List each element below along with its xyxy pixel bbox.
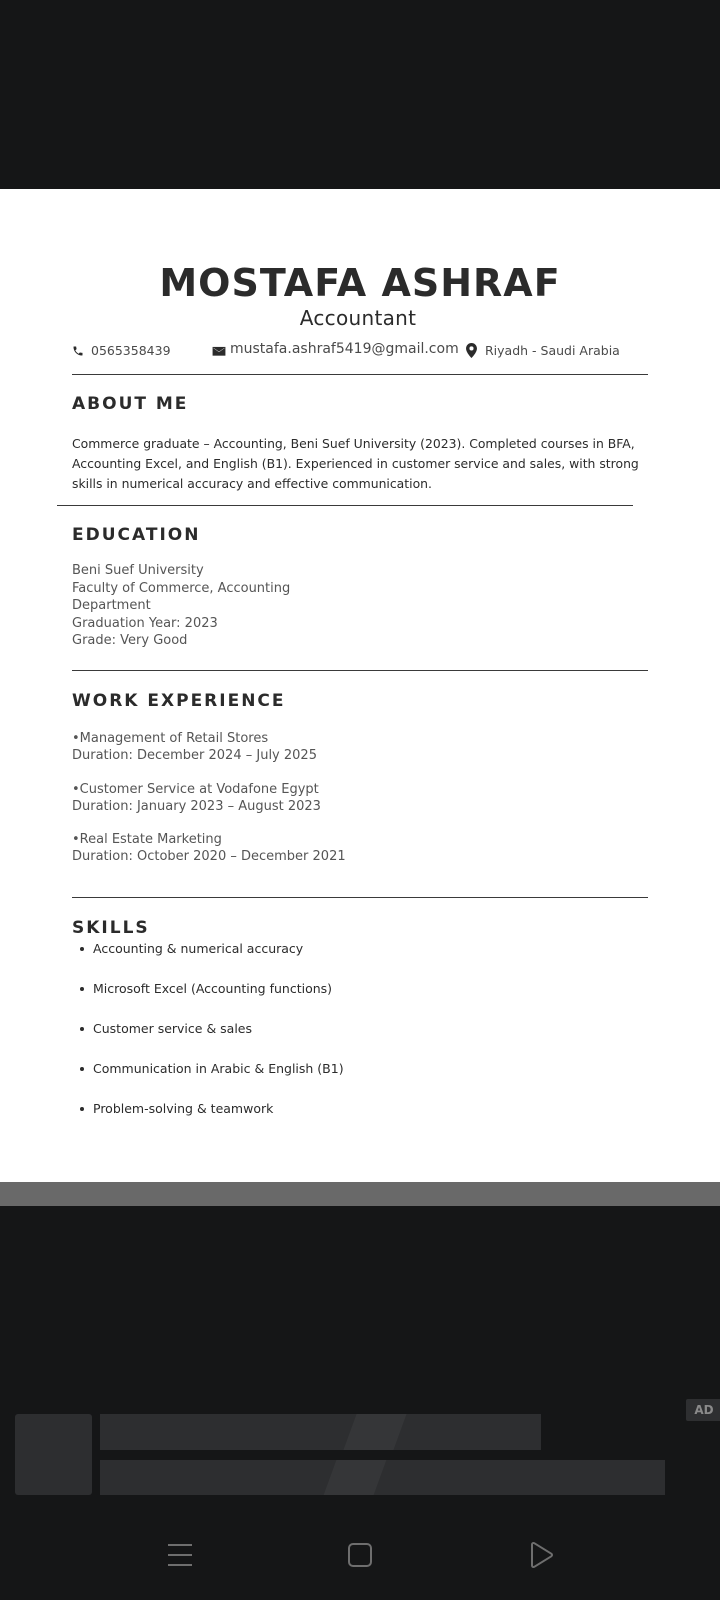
job-role: •Customer Service at Vodafone Egypt [72, 782, 319, 797]
contact-email[interactable] [212, 340, 459, 357]
skills-heading: SKILLS [72, 918, 150, 938]
home-square-icon [347, 1542, 373, 1568]
education-line: Department [72, 598, 151, 613]
back-button[interactable] [517, 1530, 567, 1580]
education-heading: EDUCATION [72, 525, 201, 545]
ad-badge: AD [686, 1399, 720, 1421]
location-text: Riyadh - Saudi Arabia [485, 343, 620, 358]
contact-phone[interactable] [72, 343, 171, 358]
education-line: Graduation Year: 2023 [72, 615, 218, 631]
job-role: •Management of Retail Stores [72, 731, 269, 746]
skill-item: Customer service & sales [72, 1021, 632, 1061]
divider [72, 670, 648, 671]
job-duration: Duration: December 2024 – July 2025 [72, 748, 317, 763]
education-line: Beni Suef University [72, 563, 204, 578]
system-navigation-bar [0, 1530, 720, 1580]
job-entry [72, 781, 321, 815]
experience-heading: WORK EXPERIENCE [72, 691, 286, 711]
job-role: •Real Estate Marketing [72, 832, 222, 847]
ad-title-placeholder[interactable] [100, 1414, 541, 1450]
education-line: Grade: Very Good [72, 633, 188, 648]
job-entry [72, 831, 346, 865]
about-heading: ABOUT ME [72, 394, 189, 414]
phone-text: 0565358439 [91, 343, 171, 358]
resume-name: MOSTAFA ASHRAF [159, 261, 561, 305]
ad-thumbnail-placeholder[interactable] [15, 1414, 92, 1495]
resume-document [0, 189, 720, 1182]
skill-item: Communication in Arabic & English (B1) [72, 1061, 632, 1101]
job-duration: Duration: October 2020 – December 2021 [72, 849, 346, 864]
menu-icon [167, 1543, 193, 1567]
document-footer-band [0, 1182, 720, 1206]
menu-button[interactable] [155, 1530, 205, 1580]
education-line: Faculty of Commerce, Accounting [72, 580, 291, 596]
home-button[interactable] [335, 1530, 385, 1580]
skill-item: Problem-solving & teamwork [72, 1101, 632, 1141]
skill-item: Accounting & numerical accuracy [72, 941, 632, 981]
education-details [72, 562, 352, 650]
divider [72, 374, 648, 375]
skill-item: Microsoft Excel (Accounting functions) [72, 981, 632, 1021]
about-text: Commerce graduate – Accounting, Beni Suef University (2023). Completed courses in BFA, Accounting Excel, and English (B1). Experienced in customer service and sales, with strong skills in numerical accuracy and effective communication. [72, 436, 639, 491]
phone-icon [72, 345, 84, 357]
resume-title: Accountant [299, 306, 417, 330]
divider [72, 897, 648, 898]
job-duration: Duration: January 2023 – August 2023 [72, 799, 321, 814]
job-entry [72, 730, 317, 764]
contact-location [466, 343, 620, 358]
ad-subtitle-placeholder[interactable] [100, 1460, 665, 1495]
divider [57, 505, 633, 506]
skills-list [72, 941, 632, 1141]
envelope-icon [212, 345, 226, 357]
email-text: mustafa.ashraf5419@gmail.com [230, 340, 459, 357]
map-pin-icon [466, 343, 477, 358]
back-triangle-icon [529, 1541, 555, 1569]
